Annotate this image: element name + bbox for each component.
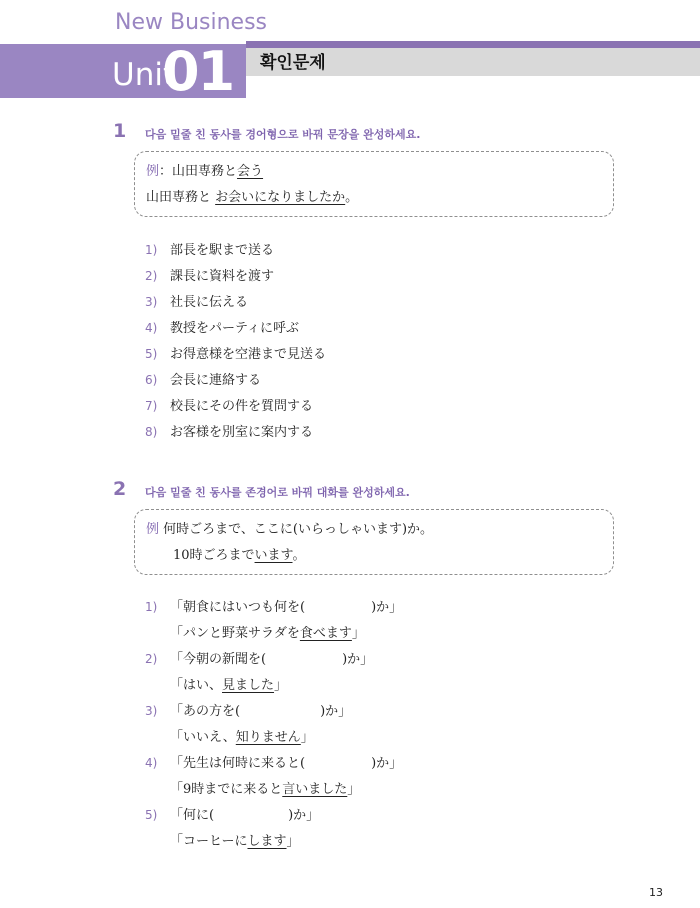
- example-2-question: [146, 522, 433, 538]
- page-number: 13: [649, 886, 663, 899]
- dialogue-question: 4) 「先生は何時に来ると( )か」: [145, 756, 403, 771]
- list-item: 6) 会長に連絡する: [145, 373, 262, 388]
- section-title: 확인문제: [260, 53, 326, 73]
- example-box-2: [134, 509, 614, 575]
- example-2-a-suffix: 。: [292, 548, 306, 563]
- section-1-instruction: 다음 밑줄 친 동사를 경어형으로 바꿔 문장을 완성하세요.: [145, 128, 421, 141]
- header-band-accent: [246, 41, 700, 48]
- example-1-a-suffix: 。: [345, 190, 359, 205]
- list-item: 8) お客様を別室に案内する: [145, 425, 314, 440]
- list-item: 5) お得意様を空港まで見送る: [145, 347, 327, 362]
- list-item: 2) 課長に資料を渡す: [145, 269, 275, 284]
- dialogue-question: 3) 「あの方を( )か」: [145, 704, 352, 719]
- series-title: New Business: [115, 10, 267, 35]
- list-item: 3) 社長に伝える: [145, 295, 249, 310]
- example-box-1: [134, 151, 614, 217]
- example-1-a-prefix: 山田専務と: [146, 190, 212, 205]
- example-1-answer: [146, 190, 358, 206]
- dialogue-answer: 「パンと野菜サラダを食べます」: [170, 626, 365, 641]
- section-1-number: 1: [113, 120, 127, 142]
- list-item: 4) 教授をパーティに呼ぶ: [145, 321, 299, 336]
- example-2-a-prefix: 10時ごろまで: [173, 548, 255, 563]
- page-header: [0, 0, 700, 103]
- dialogue-question: 1) 「朝食にはいつも何を( )か」: [145, 600, 403, 615]
- dialogue-question: 2) 「今朝の新聞を( )か」: [145, 652, 374, 667]
- dialogue-answer: 「はい、見ました」: [170, 678, 288, 693]
- dialogue-answer: 「いいえ、知りません」: [170, 730, 314, 745]
- list-item: 7) 校長にその件を質問する: [145, 399, 314, 414]
- example-1-a-answer: お会いになりましたか: [215, 190, 346, 205]
- unit-label: Unit: [112, 57, 176, 93]
- example-mark: 例: [146, 522, 160, 537]
- section-2-number: 2: [113, 478, 127, 500]
- example-2-q: 何時ごろまで、ここに(いらっしゃいます)か。: [163, 522, 434, 537]
- unit-number: 01: [162, 40, 234, 103]
- example-1-q-verb: 会う: [237, 164, 264, 179]
- example-mark: 例: [146, 164, 160, 179]
- example-2-answer: [173, 548, 306, 564]
- example-2-a-answer: います: [254, 548, 293, 563]
- dialogue-answer: 「コーヒーにします」: [170, 834, 300, 849]
- dialogue-question: 5) 「何に( )か」: [145, 808, 320, 823]
- example-1-question: [146, 164, 263, 180]
- section-2-instruction: 다음 밑줄 친 동사를 존경어로 바꿔 대화를 완성하세요.: [145, 486, 410, 499]
- dialogue-answer: 「9時までに来ると言いました」: [170, 782, 361, 797]
- list-item: 1) 部長を駅まで送る: [145, 243, 275, 258]
- example-1-q-prefix: ：山田専務と: [159, 164, 238, 179]
